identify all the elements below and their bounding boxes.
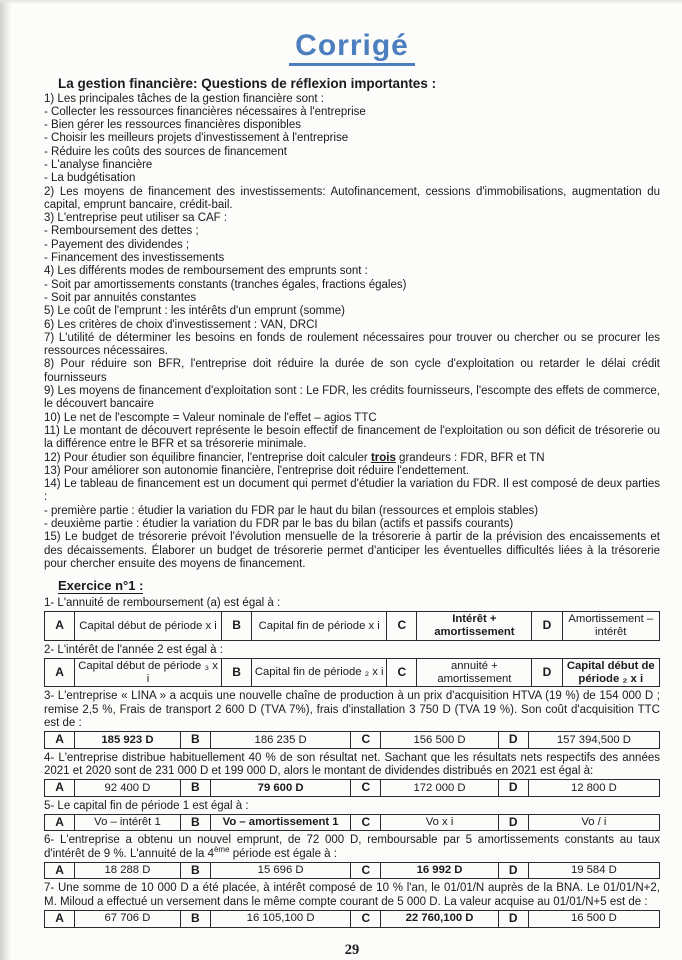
text-segment: 2) Les moyens de financement des investissements: Autofinancement, cessions d'immobilisations, augmentation du capital, emprunt bancaire, crédit-bail. xyxy=(44,185,660,211)
text-segment: grandeurs : FDR, BFR et TN xyxy=(395,451,545,464)
scan-edge-shadow xyxy=(0,0,11,960)
option-answer-cell: 16 992 D xyxy=(381,863,498,879)
text-segment: - Soit par amortissements constants (tranches égales, fractions égales) xyxy=(44,278,407,291)
intro-line xyxy=(44,252,660,265)
intro-line xyxy=(44,279,660,292)
option-letter-cell: C xyxy=(351,863,381,879)
option-answer-cell: 157 394,500 D xyxy=(528,732,659,748)
option-letter-cell: D xyxy=(532,659,562,687)
text-segment: trois xyxy=(370,451,396,464)
option-answer-cell: annuité + amortissement xyxy=(417,659,532,687)
title-wrap xyxy=(44,30,660,66)
text-segment: - Collecter les ressources financières nécessaires à l'entreprise xyxy=(44,105,366,118)
option-answer-cell: Vo – amortissement 1 xyxy=(210,815,350,831)
option-answer-cell: 16 500 D xyxy=(528,911,659,927)
option-letter-cell: B xyxy=(180,815,210,831)
intro-line xyxy=(44,305,660,318)
option-letter-cell: B xyxy=(180,780,210,796)
intro-line xyxy=(44,146,660,159)
option-letter-cell: C xyxy=(351,732,381,748)
intro-line xyxy=(44,172,660,185)
intro-heading: La gestion financière: Questions de réflexion importantes : xyxy=(58,75,437,91)
question-4 xyxy=(44,752,660,797)
option-letter-cell: A xyxy=(45,659,75,687)
text-segment: 9) Les moyens de financement d'exploitation sont : Le FDR, les crédits fournisseurs, l'escompte des effets de commerce, le découvert bancaire xyxy=(44,385,660,411)
question-prompt xyxy=(44,882,660,909)
option-answer-cell: 22 760,100 D xyxy=(381,911,498,927)
option-letter-cell: B xyxy=(221,659,251,687)
text-segment: 3) L'entreprise peut utiliser sa CAF : xyxy=(44,212,228,225)
answer-table-q1 xyxy=(44,611,660,640)
exercise-heading: Exercice n°1 : xyxy=(58,578,144,594)
text-segment: - deuxième partie : étudier la variation du FDR par le bas du bilan (actifs et passifs courants) xyxy=(44,518,514,530)
intro-line xyxy=(44,425,660,452)
option-answer-cell: 172 000 D xyxy=(381,780,498,796)
intro-line xyxy=(44,452,660,465)
text-segment: - Réduire les coûts des sources de financement xyxy=(44,145,287,158)
option-letter-cell: B xyxy=(180,911,210,927)
intro-line xyxy=(44,332,660,359)
intro-list xyxy=(44,93,660,572)
page-number: 29 xyxy=(344,941,360,958)
text-segment: - La budgétisation xyxy=(44,172,136,185)
intro-line xyxy=(44,186,660,213)
text-segment: - première partie : étudier la variation du FDR par le haut du bilan (ressources et emplois stables) xyxy=(44,504,539,517)
option-letter-cell: B xyxy=(221,612,251,640)
option-letter-cell: A xyxy=(45,911,75,927)
question-1 xyxy=(44,597,660,641)
option-letter-cell: B xyxy=(180,732,210,748)
intro-line xyxy=(44,531,660,571)
option-answer-cell: 18 288 D xyxy=(75,863,181,879)
option-answer-cell: Amortissement – intérêt xyxy=(562,612,659,640)
answer-table-q3 xyxy=(44,731,660,748)
intro-line xyxy=(44,265,660,278)
text-segment: 13) Pour améliorer son autonomie financière, l'entreprise doit réduire l'endettement. xyxy=(44,464,470,477)
option-letter-cell: C xyxy=(387,612,417,640)
text-segment: 1) Les principales tâches de la gestion financière sont : xyxy=(44,92,324,105)
option-answer-cell: Capital début de période ₃ x i xyxy=(75,659,222,687)
option-letter-cell: B xyxy=(180,863,210,879)
intro-line xyxy=(44,159,660,172)
option-letter-cell: C xyxy=(351,815,381,831)
page-title: Corrigé xyxy=(289,30,415,66)
question-7 xyxy=(44,882,660,927)
question-prompt xyxy=(44,644,660,657)
intro-line xyxy=(44,225,660,238)
scan-edge-shadow-top xyxy=(0,0,682,4)
question-prompt xyxy=(44,834,660,861)
option-answer-cell: Capital fin de période x i xyxy=(252,612,387,640)
option-answer-cell: 156 500 D xyxy=(381,732,498,748)
text-segment: période est égale à : xyxy=(229,847,337,860)
text-segment: - L'analyse financière xyxy=(44,158,153,171)
text-segment: 3- L'entreprise « LINA » a acquis une nouvelle chaîne de production à un prix d'acquisition HTVA (19 %) de 154 000 D ; remise 2,5 %, Frais de transport 2 600 D (TVA 7%), frais d'installation 3 750 D (TVA 19 %). Son coût d'acquisition TTC est de : xyxy=(44,690,660,729)
text-segment: 4- L'entreprise distribue habituellement 40 % de son résultat net. Sachant que les résultats nets respectifs des années 2021 et 2020 sont de 231 000 D et 199 000 D, alors le montant de dividendes distribués en 2021 est égal à: xyxy=(44,751,660,777)
option-answer-cell: Vo / i xyxy=(528,815,659,831)
text-segment: 6) Les critères de choix d'investissement : VAN, DRCI xyxy=(44,318,318,331)
option-answer-cell: 92 400 D xyxy=(75,780,181,796)
text-segment: 4) Les différents modes de remboursement des emprunts sont : xyxy=(44,265,368,278)
option-answer-cell: Capital début de période x i xyxy=(75,612,222,640)
option-letter-cell: A xyxy=(45,780,75,796)
text-segment: 10) Le net de l'escompte = Valeur nominale de l'effet – agios TTC xyxy=(44,411,377,424)
text-segment: 11) Le montant de découvert représente le besoin effectif de financement de l'exploitation ou son déficit de trésorerie ou la différence entre le BFR et sa trésorerie minimale. xyxy=(44,424,660,451)
text-segment: 7) L'utilité de déterminer les besoins en fonds de roulement nécessaires pour trouver ou chercher ou se procurer les ressources nécessaires. xyxy=(44,331,660,358)
option-answer-cell: Vo – intérêt 1 xyxy=(75,815,181,831)
option-letter-cell: D xyxy=(498,732,528,748)
text-segment: ème xyxy=(213,844,230,854)
question-prompt xyxy=(44,752,660,779)
option-letter-cell: D xyxy=(498,911,528,927)
text-segment: 15) Le budget de trésorerie prévoit l'évolution mensuelle de la trésorerie à partir de la prévision des encaissements et des décaissements. Élaborer un budget de trésorerie permet d'anticiper les éventuelles difficultés liées à la trésorerie pour chercher ensuite des moyens de financement. xyxy=(44,531,660,570)
question-6 xyxy=(44,834,660,879)
option-letter-cell: A xyxy=(45,612,75,640)
intro-line xyxy=(44,412,660,425)
option-letter-cell: C xyxy=(351,911,381,927)
text-segment: 1- L'annuité de remboursement (a) est égal à : xyxy=(44,597,281,610)
answer-table-q7 xyxy=(44,910,660,927)
question-prompt xyxy=(44,597,660,610)
text-segment: 7- Une somme de 10 000 D a été placée, à intérêt composé de 10 % l'an, le 01/01/N auprès de la BNA. Le 01/01/N+2, M. Miloud a effectué un versement dans le même compte courant de 5 000 D. La valeur acquise au 01/01/N+5 est de : xyxy=(44,882,660,908)
answer-table-q2 xyxy=(44,658,660,687)
option-answer-cell: 12 800 D xyxy=(528,780,659,796)
text-segment: 5- Le capital fin de période 1 est égal à : xyxy=(44,799,249,812)
intro-line xyxy=(44,239,660,252)
intro-line xyxy=(44,319,660,332)
text-segment: 6- L'entreprise a obtenu un nouvel emprunt, de 72 000 D, remboursable par 5 amortissements constants au taux d'intérêt de 9 %. L'annuité de la 4 xyxy=(44,834,660,860)
option-answer-cell: 186 235 D xyxy=(210,732,350,748)
option-answer-cell: Intérêt + amortissement xyxy=(417,612,532,640)
option-answer-cell: 15 696 D xyxy=(210,863,350,879)
answer-table-q4 xyxy=(44,779,660,796)
text-segment: - Payement des dividendes ; xyxy=(44,238,190,251)
text-segment: - Financement des investissements xyxy=(44,252,225,265)
option-letter-cell: D xyxy=(498,815,528,831)
text-segment: 8) Pour réduire son BFR, l'entreprise doit réduire la durée de son cycle d'exploitation ou retarder le délai crédit fournisseurs xyxy=(44,358,660,384)
answer-table-q6 xyxy=(44,862,660,879)
question-prompt xyxy=(44,800,660,813)
intro-line xyxy=(44,292,660,305)
option-letter-cell: D xyxy=(498,863,528,879)
option-letter-cell: A xyxy=(45,863,75,879)
option-letter-cell: A xyxy=(45,815,75,831)
intro-line xyxy=(44,518,660,531)
intro-line xyxy=(44,358,660,385)
option-letter-cell: D xyxy=(532,612,562,640)
option-answer-cell: 79 600 D xyxy=(210,780,350,796)
option-answer-cell: Vo x i xyxy=(381,815,498,831)
text-segment: 2- L'intérêt de l'année 2 est égal à : xyxy=(44,643,223,656)
text-segment: 5) Le coût de l'emprunt : les intérêts d'un emprunt (somme) xyxy=(44,305,345,318)
option-letter-cell: D xyxy=(498,780,528,796)
intro-line xyxy=(44,385,660,412)
option-answer-cell: 19 584 D xyxy=(528,863,659,879)
text-segment: - Bien gérer les ressources financières disponibles xyxy=(44,119,301,132)
intro-line xyxy=(44,132,660,145)
question-5 xyxy=(44,800,660,832)
option-answer-cell: 67 706 D xyxy=(75,911,181,927)
intro-line xyxy=(44,93,660,106)
question-3 xyxy=(44,690,660,748)
text-segment: - Remboursement des dettes ; xyxy=(44,225,199,238)
intro-line xyxy=(44,465,660,478)
intro-line xyxy=(44,119,660,132)
intro-line xyxy=(44,212,660,225)
option-letter-cell: A xyxy=(45,732,75,748)
question-2 xyxy=(44,644,660,688)
question-prompt xyxy=(44,690,660,730)
intro-line xyxy=(44,478,660,505)
option-answer-cell: 185 923 D xyxy=(75,732,181,748)
option-answer-cell: Capital début de période ₂ x i xyxy=(562,659,659,687)
text-segment: 14) Le tableau de financement est un document qui permet d'étudier la variation du FDR. Il est composé de deux parties : xyxy=(44,478,660,504)
option-letter-cell: C xyxy=(351,780,381,796)
text-segment: - Choisir les meilleurs projets d'investissement à l'entreprise xyxy=(44,132,349,145)
intro-line xyxy=(44,505,660,518)
option-letter-cell: C xyxy=(387,659,417,687)
answer-table-q5 xyxy=(44,814,660,831)
option-answer-cell: Capital fin de période ₂ x i xyxy=(252,659,387,687)
intro-line xyxy=(44,106,660,119)
text-segment: 12) Pour étudier son équilibre financier, l'entreprise doit calculer xyxy=(44,451,371,464)
text-segment: - Soit par annuités constantes xyxy=(44,291,197,304)
option-answer-cell: 16 105,100 D xyxy=(210,911,350,927)
